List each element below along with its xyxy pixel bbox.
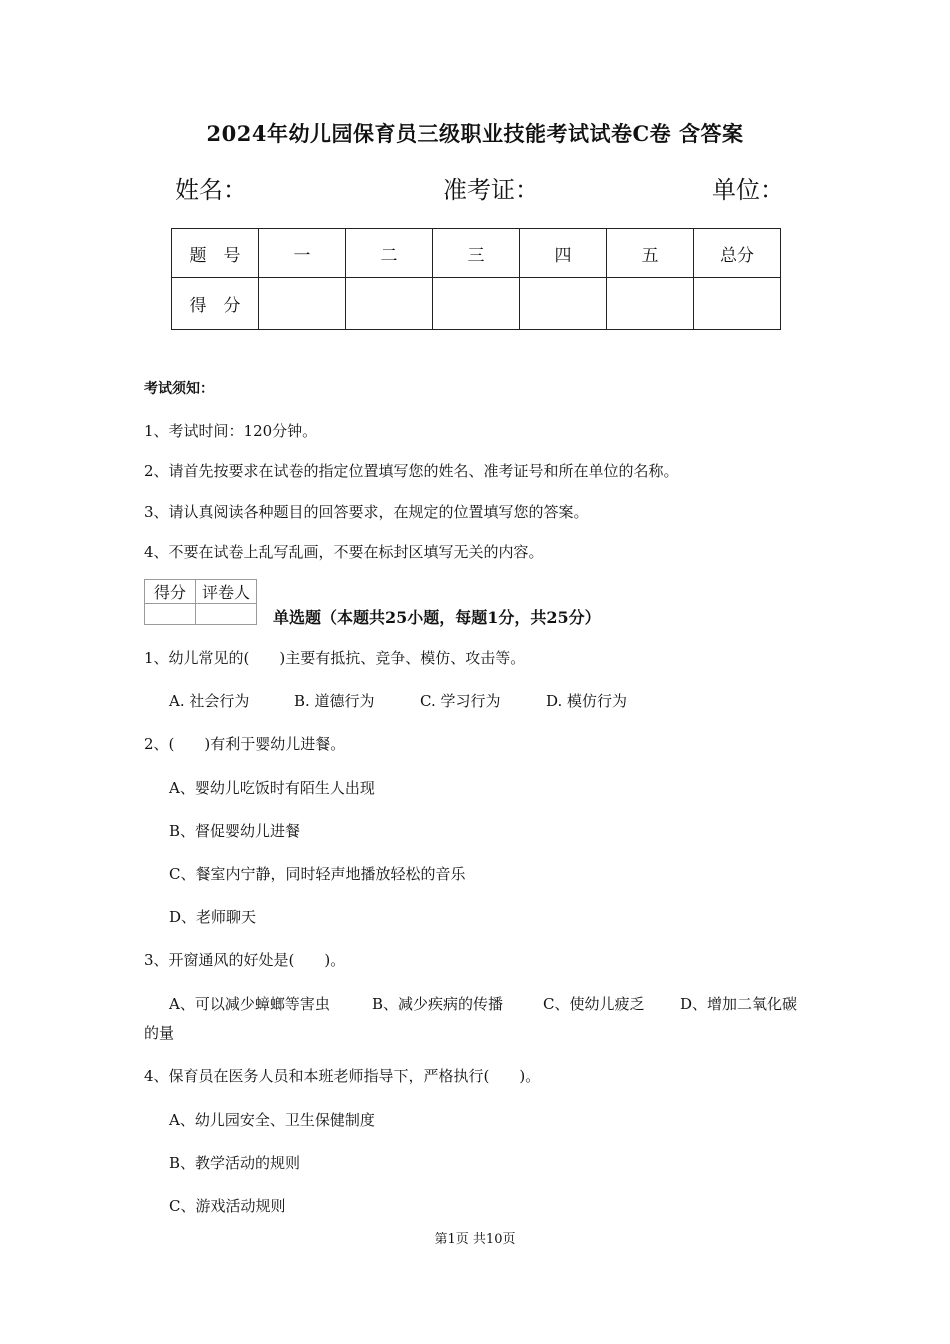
q1-option-a: A. 社会行为 [169,692,250,710]
grader-score-label: 得分 [145,580,196,604]
q1-option-b: B. 道德行为 [294,692,375,710]
question-4: 4、保育员在医务人员和本班老师指导下，严格执行( )。 [144,1067,541,1085]
q1-option-c: C. 学习行为 [420,692,501,710]
score-header-4: 四 [520,229,607,278]
score-cell-total[interactable] [694,278,781,330]
exam-id-label: 准考证： [443,176,539,204]
question-3: 3、开窗通风的好处是( )。 [144,951,346,969]
page-title: 2024年幼儿园保育员三级职业技能考试试卷C卷 含答案 [206,121,744,146]
grader-name-label: 评卷人 [196,580,257,604]
score-header-2: 二 [346,229,433,278]
q3-option-d: D、增加二氧化碳 [680,995,798,1013]
notice-heading: 考试须知： [144,381,214,397]
score-table [171,228,781,330]
name-label: 姓名： [175,176,247,204]
notice-item: 3、请认真阅读各种题目的回答要求，在规定的位置填写您的答案。 [144,503,589,521]
grader-score-cell[interactable] [145,604,196,625]
score-row-label: 得 分 [172,278,259,330]
score-header-label: 题 号 [172,229,259,278]
question-2: 2、( )有利于婴幼儿进餐。 [144,735,346,753]
q2-option-d: D、老师聊天 [169,908,257,926]
q2-option-b: B、督促婴幼儿进餐 [169,822,301,840]
q3-option-continuation: 的量 [144,1024,175,1042]
grader-box [144,579,257,625]
score-cell-5[interactable] [607,278,694,330]
question-1: 1、幼儿常见的( )主要有抵抗、竞争、模仿、攻击等。 [144,649,526,667]
score-header-5: 五 [607,229,694,278]
q2-option-a: A、婴幼儿吃饭时有陌生人出现 [169,779,375,797]
q3-option-b: B、减少疾病的传播 [372,995,504,1013]
candidate-info-line [175,170,785,204]
q3-option-a: A、可以减少蟑螂等害虫 [169,995,330,1013]
q2-option-c: C、餐室内宁静，同时轻声地播放轻松的音乐 [169,865,466,883]
score-cell-1[interactable] [259,278,346,330]
q4-option-b: B、教学活动的规则 [169,1154,301,1172]
score-cell-2[interactable] [346,278,433,330]
q4-option-c: C、游戏活动规则 [169,1197,286,1215]
q3-option-c: C、使幼儿疲乏 [543,995,645,1013]
unit-label: 单位： [712,176,784,204]
score-header-3: 三 [433,229,520,278]
section-title: 单选题（本题共25小题，每题1分，共25分） [273,608,601,627]
page-footer: 第1页 共10页 [434,1232,516,1247]
score-cell-4[interactable] [520,278,607,330]
score-header-1: 一 [259,229,346,278]
notice-item: 4、不要在试卷上乱写乱画，不要在标封区填写无关的内容。 [144,543,544,561]
score-header-total: 总分 [694,229,781,278]
q4-option-a: A、幼儿园安全、卫生保健制度 [169,1111,375,1129]
notice-item: 2、请首先按要求在试卷的指定位置填写您的姓名、准考证号和所在单位的名称。 [144,462,679,480]
notice-item: 1、考试时间：120分钟。 [144,422,318,440]
grader-name-cell[interactable] [196,604,257,625]
q1-option-d: D. 模仿行为 [546,692,628,710]
score-cell-3[interactable] [433,278,520,330]
